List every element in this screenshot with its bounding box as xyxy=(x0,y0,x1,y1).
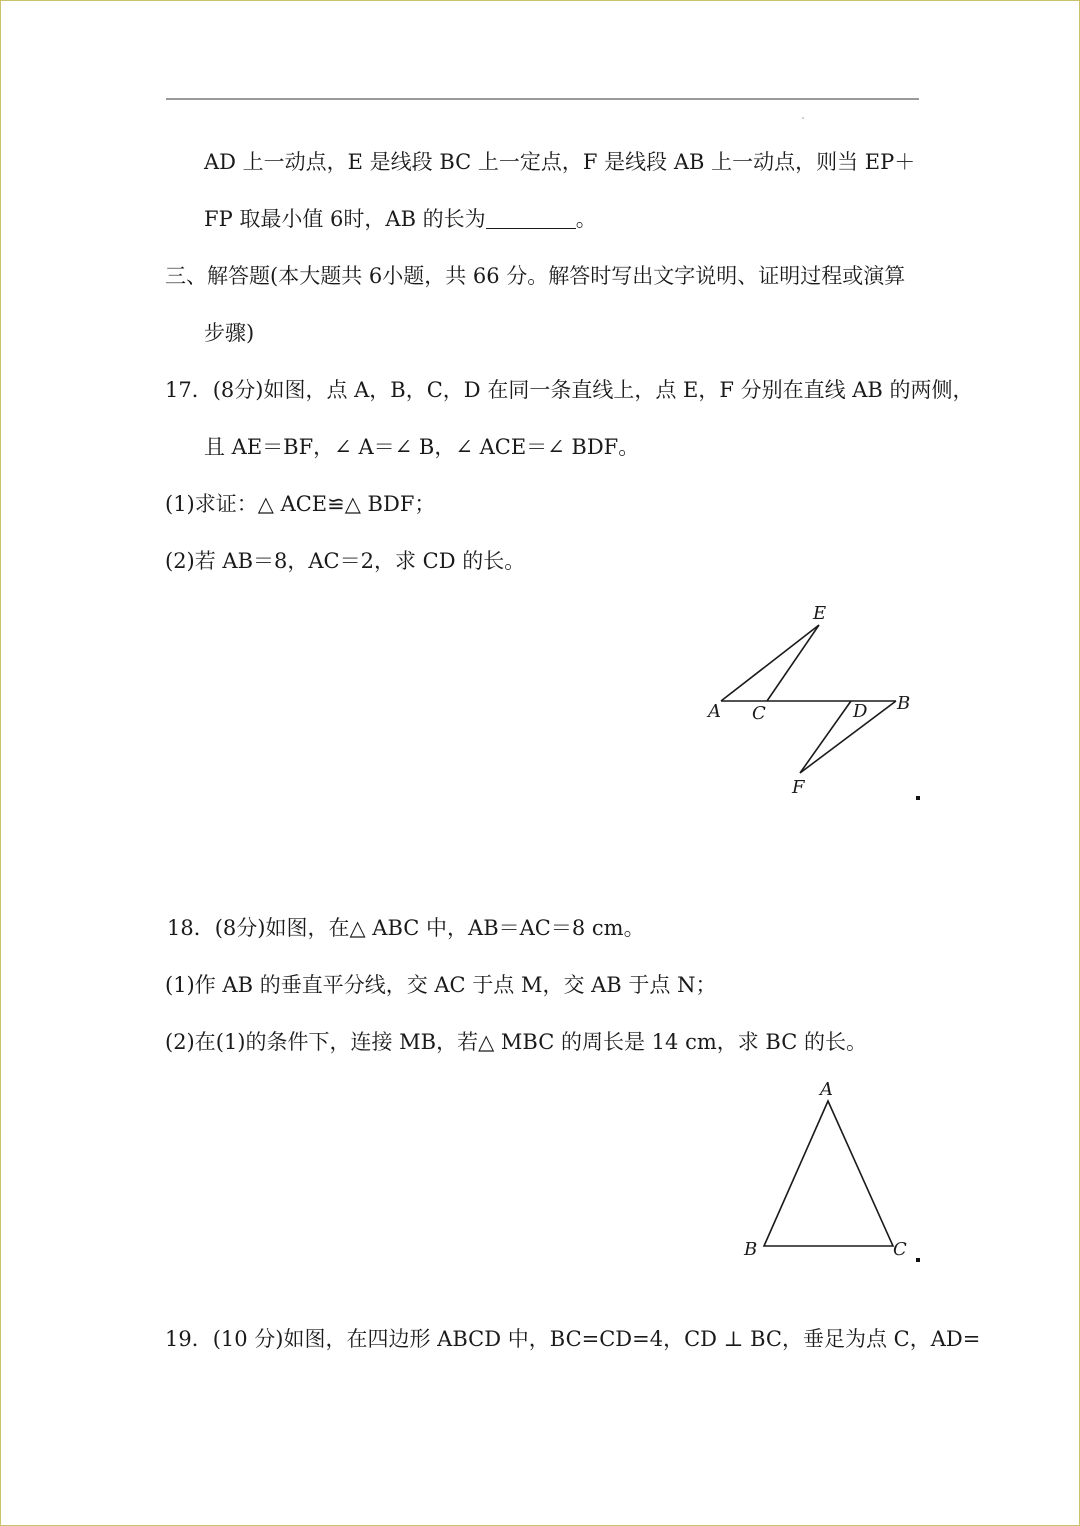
label-F: F xyxy=(792,777,805,798)
q16-continuation-text: FP 取最小值 6时，AB 的长为 xyxy=(204,207,486,231)
scan-speck xyxy=(802,117,804,119)
q18-stem: 18．(8分)如图，在△ ABC 中，AB＝AC＝8 cm。 xyxy=(167,916,645,940)
figure-end-dot xyxy=(916,796,920,800)
q18-part2: (2)在(1)的条件下，连接 MB，若△ MBC 的周长是 14 cm，求 BC 的长。 xyxy=(165,1030,867,1054)
q16-continuation-line2 xyxy=(204,204,597,234)
label-A: A xyxy=(708,701,721,722)
q18-figure xyxy=(736,1071,921,1266)
figure-end-dot xyxy=(916,1258,920,1262)
segment-CE xyxy=(767,625,819,701)
header-rule xyxy=(166,98,919,100)
label-B: B xyxy=(744,1239,758,1260)
section-heading-cont: 步骤) xyxy=(204,321,255,345)
segment-AE xyxy=(721,625,819,701)
section-heading: 三、解答题(本大题共 6小题，共 66 分。解答时写出文字说明、证明过程或演算 xyxy=(165,264,906,288)
q17-figure xyxy=(701,599,921,804)
triangle-ABC xyxy=(764,1101,893,1246)
label-D: D xyxy=(853,701,868,722)
q16-period: 。 xyxy=(575,207,597,231)
segment-DF xyxy=(800,701,851,773)
q17-stem-line1: 17．(8分)如图，点 A，B，C，D 在同一条直线上，点 E，F 分别在直线 AB 的两侧， xyxy=(165,378,974,402)
q18-part1: (1)作 AB 的垂直平分线，交 AC 于点 M，交 AB 于点 N； xyxy=(165,973,717,997)
q19-stem: 19．(10 分)如图，在四边形 ABCD 中，BC=CD=4，CD ⊥ BC，垂足为点 C，AD= xyxy=(165,1327,981,1351)
label-C: C xyxy=(752,703,766,724)
label-E: E xyxy=(813,603,827,624)
label-A: A xyxy=(820,1079,833,1100)
q16-continuation-line1: AD 上一动点，E 是线段 BC 上一定点，F 是线段 AB 上一动点，则当 EP＋ xyxy=(204,150,916,174)
segment-BF xyxy=(800,701,896,773)
q17-part2: (2)若 AB＝8，AC＝2，求 CD 的长。 xyxy=(165,549,526,573)
q17-stem-line2: 且 AE＝BF，∠ A＝∠ B，∠ ACE＝∠ BDF。 xyxy=(204,435,640,459)
answer-blank xyxy=(486,206,576,229)
label-C: C xyxy=(893,1239,907,1260)
q17-part1: (1)求证：△ ACE≌△ BDF； xyxy=(165,492,436,516)
label-B: B xyxy=(897,693,911,714)
